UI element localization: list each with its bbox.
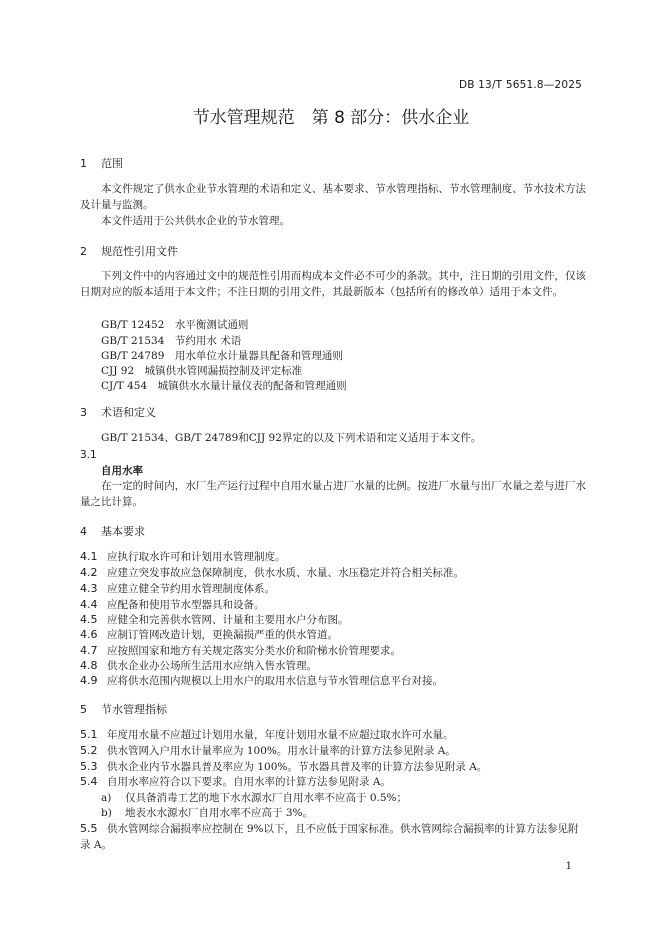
clause-text: 应建立健全节约用水管理制度体系。: [107, 583, 275, 595]
clause-item: [80, 581, 586, 597]
clause-text: 应执行取水许可和计划用水管理制度。: [107, 551, 286, 563]
section-number: 5: [80, 703, 87, 716]
clause-item: [80, 658, 586, 674]
clause-number: 4.3: [80, 582, 98, 595]
section-1-paragraph-2: 本文件适用于公共供水企业的节水管理。: [101, 215, 290, 227]
clause-item: [80, 759, 586, 775]
sub-item-text: 仅具备消毒工艺的地下水水源水厂自用水率不应高于 0.5%；: [125, 792, 408, 804]
section-5-heading: [80, 701, 167, 717]
clause-item: [80, 597, 586, 613]
sub-item: [101, 805, 313, 821]
clause-number: 4.5: [80, 613, 98, 626]
clause-item: [80, 727, 586, 743]
clause-item: [80, 821, 586, 853]
reference-item: CJ/T 454 城镇供水水量计量仪表的配备和管理通则: [101, 380, 347, 392]
clause-number: 4.7: [80, 644, 98, 657]
clause-text: 供水企业办公场所生活用水应纳入售水管理。: [107, 660, 317, 672]
section-title: 范围: [101, 157, 123, 170]
clause-number: 5.4: [80, 775, 98, 788]
term-name: 自用水率: [101, 465, 143, 477]
sub-item-label: b): [101, 807, 112, 819]
section-number: 4: [80, 525, 87, 538]
reference-item: GB/T 24789 用水单位水计量器具配备和管理通则: [101, 350, 343, 362]
reference-item: GB/T 12452 水平衡测试通则: [101, 319, 249, 331]
reference-item: CJJ 92 城镇供水管网漏损控制及评定标准: [101, 365, 303, 377]
clause-number: 5.1: [80, 728, 98, 741]
sub-item: [101, 790, 407, 806]
clause-number: 5.5: [80, 822, 98, 835]
clause-text: 供水管网入户用水计量率应为 100%。用水计量率的计算方法参见附录 A。: [107, 745, 456, 757]
clause-item: [80, 774, 586, 790]
clause-number: 4.4: [80, 598, 98, 611]
section-3-paragraph-1: GB/T 21534、GB/T 24789和CJJ 92界定的以及下列术语和定义适用于本文件。: [101, 432, 482, 444]
clause-item: [80, 673, 586, 689]
clause-text: 应按照国家和地方有关规定落实分类水价和阶梯水价管理要求。: [107, 645, 401, 657]
section-2-heading: [80, 243, 178, 259]
section-number: 1: [80, 157, 87, 170]
reference-item: GB/T 21534 节约用水 术语: [101, 335, 242, 347]
section-number: 2: [80, 245, 87, 258]
clause-text: 应将供水范围内规模以上用水户的取用水信息与节水管理信息平台对接。: [107, 675, 443, 687]
clause-text: 供水企业内节水器具普及率应为 100%。节水器具普及率的计算方法参见附录 A。: [107, 761, 488, 773]
term-definition: 在一定的时间内，水厂生产运行过程中自用水量占进厂水量的比例。按进厂水量与出厂水量之差与进厂水量之比计算。: [80, 480, 586, 508]
clause-number: 5.3: [80, 760, 98, 773]
sub-item-text: 地表水水源水厂自用水率不应高于 3%。: [125, 807, 313, 819]
clause-text: 应建立突发事故应急保障制度，供水水质、水量、水压稳定并符合相关标准。: [107, 567, 464, 579]
clause-text: 年度用水量不应超过计划用水量，年度计划用水量不应超过取水许可水量。: [107, 729, 454, 741]
clause-number: 4.2: [80, 566, 98, 579]
clause-number: 4.1: [80, 550, 98, 563]
clause-text: 应健全和完善供水管网、计量和主要用水户分布图。: [107, 614, 349, 626]
clause-number: 4.6: [80, 628, 98, 641]
term-number: 3.1: [80, 449, 97, 461]
section-3-heading: [80, 404, 156, 420]
clause-item: [80, 643, 586, 659]
clause-text: 应配备和使用节水型器具和设备。: [107, 599, 265, 611]
clause-text: 应制订管网改造计划，更换漏损严重的供水管道。: [107, 629, 338, 641]
section-1-paragraph-1: 本文件规定了供水企业节水管理的术语和定义、基本要求、节水管理指标、节水管理制度、节水技术方法及计量与监测。: [80, 183, 586, 211]
clause-number: 5.2: [80, 744, 98, 757]
page-number: 1: [565, 861, 572, 872]
clause-text: 供水管网综合漏损率应控制在 9%以下，且不应低于国家标准。供水管网综合漏损率的计算方法参见附录 A。: [80, 823, 579, 851]
section-title: 规范性引用文件: [101, 245, 178, 258]
section-number: 3: [80, 406, 87, 419]
clause-item: [80, 549, 586, 565]
clause-item: [80, 627, 586, 643]
section-1-heading: [80, 155, 123, 171]
section-title: 基本要求: [101, 525, 145, 538]
section-title: 节水管理指标: [101, 703, 167, 716]
clause-number: 4.8: [80, 659, 98, 672]
document-code: DB 13/T 5651.8—2025: [458, 79, 582, 91]
clause-item: [80, 612, 586, 628]
section-title: 术语和定义: [101, 406, 156, 419]
clause-item: [80, 743, 586, 759]
clause-item: [80, 565, 586, 581]
clause-text: 自用水率应符合以下要求。自用水率的计算方法参见附录 A。: [107, 776, 391, 788]
document-title: 节水管理规范 第 8 部分：供水企业: [192, 108, 470, 128]
section-2-paragraph-1: 下列文件中的内容通过文中的规范性引用而构成本文件必不可少的条款。其中，注日期的引用文件，仅该日期对应的版本适用于本文件；不注日期的引用文件，其最新版本（包括所有的修改单）适用于本文件。: [80, 270, 586, 298]
clause-number: 4.9: [80, 674, 98, 687]
section-4-heading: [80, 523, 145, 539]
sub-item-label: a): [101, 792, 112, 804]
